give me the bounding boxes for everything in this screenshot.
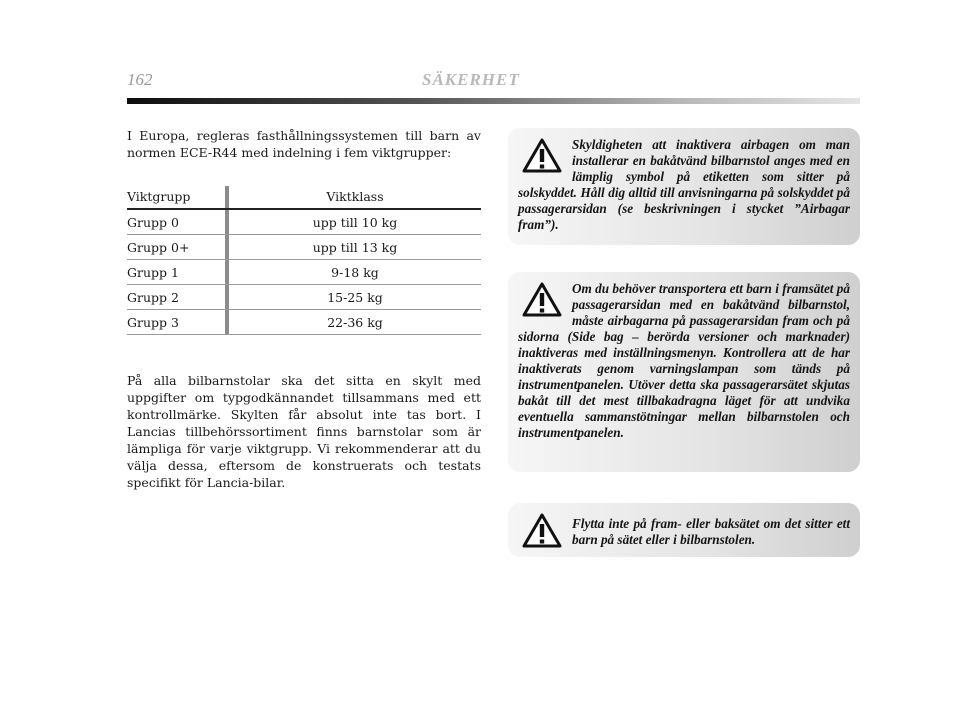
- child-seat-label-paragraph: På alla bilbarnstolar ska det sitta en skylt med uppgifter om typgodkännandet tillsammans med ett kontrollmärke. Skylten får absolut inte tas bort. I Lancias tillbehörssortiment finns barnstolar som är lämpliga för varje viktgrupp. Vi rekommenderar att du välja dessa, eftersom de konstruerats och testats specifikt för Lancia-bilar.: [127, 373, 481, 490]
- weight-cell: 22-36 kg: [327, 315, 383, 330]
- group-cell: Grupp 0: [127, 215, 179, 230]
- table-row: [127, 285, 481, 310]
- warning-triangle-icon: [522, 282, 562, 318]
- group-cell: Grupp 2: [127, 290, 179, 305]
- weight-cell: upp till 10 kg: [312, 215, 398, 230]
- column-header-group: Viktgrupp: [127, 189, 191, 204]
- intro-paragraph: I Europa, regleras fasthållningssystemen till barn av normen ECE-R44 med indelning i fem viktgrupper:: [127, 128, 481, 160]
- table-row: [127, 210, 481, 235]
- warning-text: Skyldigheten att inaktivera airbagen om man installerar en bakåtvänd bilbarnstol anges med en lämplig symbol på etiketten som sitter på solskyddet. Håll dig alltid till anvisningarna på solskyddet på passagerarsidan (se beskrivningen i stycket ”Airbagar fram”).: [518, 137, 850, 232]
- table-row: [127, 260, 481, 285]
- warning-box-seat-movement: [508, 503, 860, 557]
- table-header-row: [127, 186, 481, 210]
- page-number: 162: [127, 70, 153, 89]
- weight-cell: 15-25 kg: [327, 290, 383, 305]
- warning-box-airbag-deactivation: [508, 128, 860, 245]
- table-row: [127, 310, 481, 335]
- section-title: SÄKERHET: [422, 70, 520, 89]
- weight-cell: 9-18 kg: [331, 265, 379, 280]
- group-cell: Grupp 0+: [127, 240, 190, 255]
- warning-box-front-seat-child: [508, 272, 860, 472]
- warning-triangle-icon: [522, 138, 562, 174]
- column-header-weight: Viktklass: [326, 189, 384, 204]
- weight-cell: upp till 13 kg: [312, 240, 398, 255]
- weight-group-table: [127, 186, 481, 335]
- warning-text: Flytta inte på fram- eller baksätet om det sitter ett barn på sätet eller i bilbarnstolen.: [572, 516, 850, 547]
- group-cell: Grupp 1: [127, 265, 179, 280]
- warning-text: Om du behöver transportera ett barn i framsätet på passagerarsidan med en bakåtvänd bilbarnstol, måste airbagarna på passagerarsidan fram och på sidorna (Side bag – berörda versioner och marknader) inaktiveras med inställningsmenyn. Kontrollera att de har inaktiverats genom varningslampan som tänds på instrumentpanelen. Utöver detta ska passagerarsätet skjutas bakåt till det mest tillbakadragna läget för att undvika eventuella sammanstötningar mellan bilbarnstolen och instrumentpanelen.: [518, 281, 850, 440]
- group-cell: Grupp 3: [127, 315, 179, 330]
- header-rule: [127, 98, 860, 104]
- warning-triangle-icon: [522, 513, 562, 549]
- table-row: [127, 235, 481, 260]
